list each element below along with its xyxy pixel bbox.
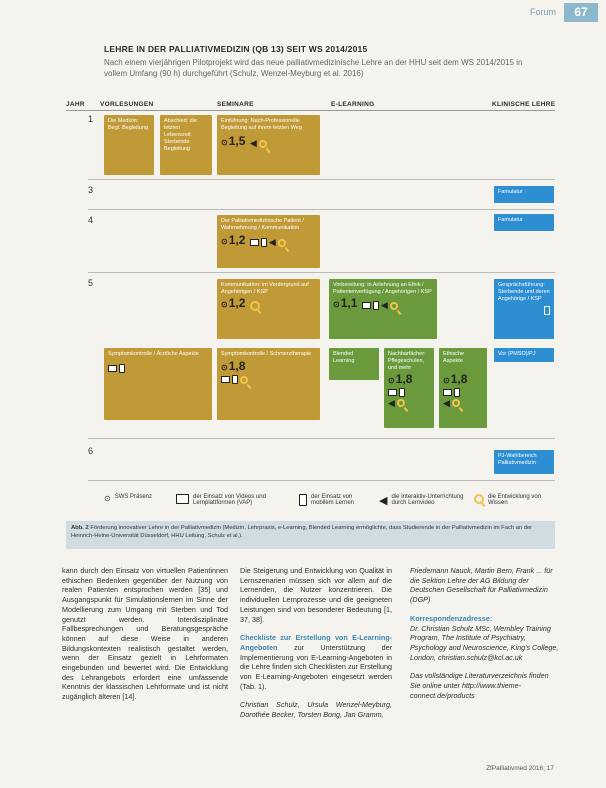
search-icon [240,376,248,384]
box-y6-clinical [494,450,554,474]
search-icon [474,494,484,504]
box-text: Famulatur [498,189,523,195]
row-divider [88,480,555,481]
figure-intro: Nach einem vierjährigen Pilotprojekt wird das neue palliativmedizinische Lehre an der HHU seit dem WS 2014/2015 in vollem Umfang (90 h) durchgeführt (Schulz, Wenzel-Meyburg et al. 2016) [104,58,523,78]
monitor-icon [388,389,397,396]
box-text: Die Medizin: Begl. Begleitung [108,118,149,131]
authors-continued: Friedemann Nauck, Martin Bern, Frank ... für die Sektion Lehre der AG Bildung der Deutschen Gesellschaft für Palliativmedizin (DGP) [410,566,553,605]
row-divider [88,438,555,439]
header-divider [66,110,555,111]
search-icon [259,140,267,148]
box-y5b-elearning-2 [384,348,434,428]
duration-value: 1,2 [228,233,246,247]
paragraph: Die Steigerung und Entwicklung von Qualität in Lernszenarien müssen sich vor allem auf die Lernenden, die Nutzer konzentrieren. Die individuellen Lernprozesse und die geeigneten Leistungen sind von besonderer Bedeutung [1, 37, 38]. [240,566,392,624]
row-divider [88,272,555,273]
duration-badge [443,372,468,386]
box-y4-clinical [494,214,554,231]
box-text: Gesprächsführung: Sterbende und deren Angehörige / KSP [498,282,550,302]
duration-value: 1,8 [228,359,246,373]
duration-value: 1,8 [395,372,413,386]
paragraph: kann durch den Einsatz von virtuellen Patientinnen ethischen Bedenken gegenüber der Nutzung von realen Patienten entsprochen werden [35] und Ausgangspunkt für Simulationslernen im Sinne der Modellierung zum Umgang mit Sterben und Tod genutzt werden. Interdisziplinäre Fallbesprechungen und Beratungsgespräche können auf diese Weise in anderen Bildungskontexten realistisch gestaltet werden, wenn der Einsatz gezielt in Lehrformaten eingebunden und bewertet wird. Die Entwicklung des Lehrangebots erfordert eine umfassende Kenntnis der klassischen Lehrformate und ist nicht zugänglich älteren [14]. [62,566,228,702]
legend-label: der Einsatz von mobilem Lernen [311,494,355,506]
box-text: Einführung: Nach-Professionelle Begleitung auf ihrem letzten Weg [221,118,302,131]
tablet-icon [373,301,379,310]
tablet-icon [232,375,238,384]
references-note: Das vollständige Literaturverzeichnis finden Sie online unter http://www.thieme-connect.de/products [410,671,549,700]
year-4: 4 [88,215,94,225]
megaphone-icon: ◀ [380,300,388,311]
correspondence-heading: Korrespondenzadresse: [410,613,493,623]
box-text: PJ-Wahlbereich Palliativmedizin [498,453,537,466]
page-number: 67 [564,3,598,22]
duration-value: 1,2 [228,296,246,310]
col-header-elearning: E-LEARNING [331,101,375,108]
clock-icon: ⊙ [104,494,111,503]
box-y5b-elearning-1 [329,348,379,380]
caption-label: Abb. 2 [71,525,89,531]
tablet-icon [454,388,460,397]
clock-icon: ⊙ [333,300,340,309]
megaphone-icon: ◀ [268,237,276,248]
body-column-3 [410,566,560,700]
megaphone-icon: ◀ [379,495,388,507]
tablet-icon [261,238,267,247]
box-y5b-clinical [494,348,554,362]
clock-icon: ⊙ [221,237,228,246]
monitor-icon [108,365,117,372]
col-header-klinisch: KLINISCHE LEHRE [492,101,556,108]
box-text: Nachbarfächer: Pflegeschulen, und mehr [388,351,426,371]
legend-megaphone [379,494,464,507]
row-divider [88,179,555,180]
year-3: 3 [88,185,94,195]
search-icon [390,302,398,310]
box-y1-lecture-1 [104,115,154,175]
legend-label: der Einsatz von Videos und Lernplattformen (VAP) [193,494,266,506]
duration-badge [388,372,413,386]
body-column-2 [240,566,392,720]
box-text: Abschied: die letzten Lebenszeit Sterbende Begleitung [164,118,198,152]
section-label: Forum [529,7,556,17]
box-text: Blended Learning [333,351,355,364]
box-text: Vorbereitung: in Anlehnung an Ethik / Patientenverfügung / Angehörigen / KSP [333,282,432,295]
box-text: Symptomkontrolle / Schmerztherapie [221,351,312,357]
duration-badge [221,296,246,310]
search-icon [278,239,286,247]
tablet-icon [119,364,125,373]
duration-badge [221,233,246,247]
authors: Christian Schulz, Ursula Wenzel-Meyburg, Dorothée Becker, Torsten Bong, Jan Gramm, [240,700,392,720]
legend-computer [176,494,286,506]
clock-icon: ⊙ [443,376,450,385]
box-text: Ethische Aspekte [443,351,465,364]
year-6: 6 [88,446,94,456]
box-text: Kommunikation: im Vordergrund auf Angehörigen / KSP [221,282,309,295]
tablet-icon [399,388,405,397]
paragraph: zur Unterstützung der Implementierung von E-Learning-Angeboten in die Lehre finden sich Checklisten zur Erstellung von E-Learning-Angeboten eingesetzt werden (Tab. 1). [240,642,392,691]
duration-badge [333,296,358,310]
col-header-vorlesungen: VORLESUNGEN [100,101,154,108]
legend-mobile [299,494,374,506]
box-text: Vor (PMSO)/PJ [498,351,536,357]
col-header-seminare: SEMINARE [217,101,254,108]
box-y5-elearning [329,279,437,339]
caption-text: Förderung innovativer Lehre in der Palliativmedizin (Medizin, Lehrpraxis, e-Learning, Blended Learning ermöglichte, dass Studierende in der Palliativmedizin im Fach an der Heinrich-Heine-Universität Düsseldorf, HHU Leitung, Schulz et al.). [71,525,533,539]
box-y5b-lecture [104,348,212,420]
box-y1-lecture-2 [160,115,212,175]
box-y5b-elearning-3 [439,348,487,428]
search-icon [452,399,460,407]
box-y5-seminar [217,279,320,339]
duration-value: 1,5 [228,134,246,148]
box-text: Symptomkontrolle / Ärztliche Aspekte [108,351,199,357]
subheading: Checkliste zur Erstellung von E-Learning-Angeboten [240,633,392,652]
tablet-icon [544,306,550,315]
page-footer: ZfPalliativmed 2016; 17 [486,765,554,772]
monitor-icon [250,239,259,246]
monitor-icon [176,494,189,504]
year-1: 1 [88,114,94,124]
duration-badge [221,134,246,148]
col-header-jahr: JAHR [66,101,85,108]
box-text: Der Palliativmedizinische Patient / Wahrnehmung / Kommunikation [221,218,304,231]
figure-title: LEHRE IN DER PALLIATIVMEDIZIN (QB 13) SEIT WS 2014/2015 [104,44,368,54]
box-y4-seminar [217,215,320,268]
duration-value: 1,1 [340,296,358,310]
clock-icon: ⊙ [221,300,228,309]
clock-icon: ⊙ [388,376,395,385]
box-y1-seminar [217,115,320,175]
megaphone-icon: ◀ [443,397,450,408]
box-y3-clinical [494,186,554,203]
legend-label: SWS Präsenz [114,494,153,500]
search-icon [250,301,260,311]
year-5: 5 [88,278,94,288]
tablet-icon [299,494,307,506]
row-divider [88,209,555,210]
search-icon [397,399,405,407]
monitor-icon [443,389,452,396]
megaphone-icon: ◀ [388,397,395,408]
clock-icon: ⊙ [221,138,228,147]
correspondence-address: Dr. Christian Schulz MSc, Wembley Training Program, The Institute of Psychiatry, Psychology and Neuroscience, King's College, London, christian.schulz@kcl.ac.uk [410,623,559,662]
legend-label: die Entwicklung von Wissen [488,494,542,506]
box-y5b-seminar [217,348,320,420]
legend-search [474,494,554,506]
box-text: Famulatur [498,217,523,223]
monitor-icon [221,376,230,383]
duration-value: 1,8 [450,372,468,386]
body-column-1 [62,566,228,702]
legend-sws [104,494,152,503]
monitor-icon [362,302,371,309]
box-y5-clinical [494,279,554,339]
clock-icon: ⊙ [221,363,228,372]
duration-badge [221,359,246,373]
figure-caption [66,521,555,549]
megaphone-icon: ◀ [249,138,257,149]
legend-label: die Interaktiv-Unterrichtung durch Lernvideo [391,494,464,506]
